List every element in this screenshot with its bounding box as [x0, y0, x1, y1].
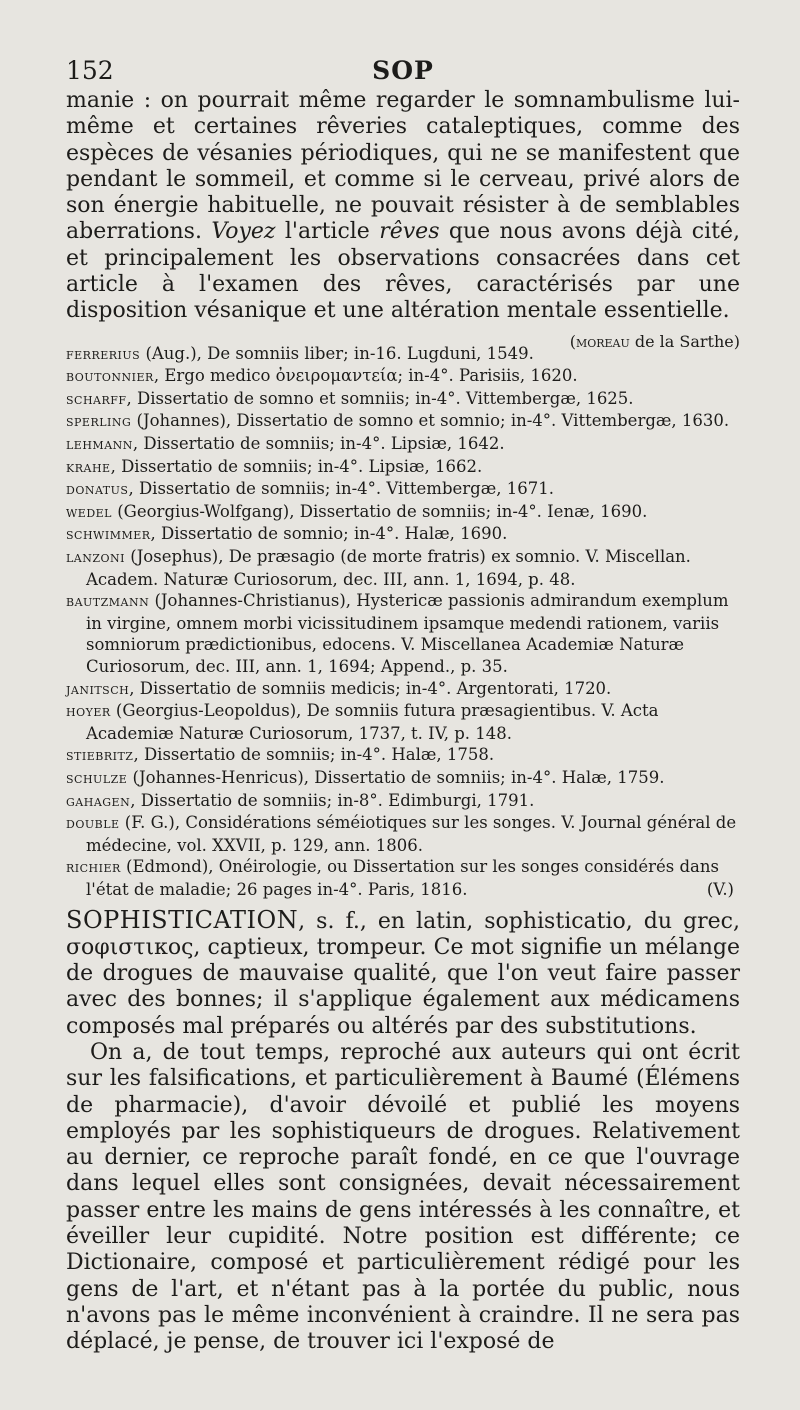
bibliography-entry — [66, 590, 740, 677]
bibliography-author: ferrerius — [66, 344, 141, 363]
bibliography-citation: (Georgius-Wolfgang), Dissertatio de somniis; in-4°. Ienæ, 1690. — [112, 501, 648, 521]
bibliography-author: schwimmer — [66, 525, 151, 544]
bibliography-citation: , Dissertatio de somnio; in-4°. Halæ, 1690. — [150, 524, 508, 544]
bibliography-entry — [66, 790, 740, 813]
previous-article-text — [66, 88, 740, 351]
bibliography-entry — [66, 546, 740, 590]
bibliography-citation: , Dissertatio de somniis; in-8°. Edimburgi, 1791. — [130, 790, 535, 810]
bibliography-author: schulze — [66, 768, 128, 787]
bibliography-citation: , Dissertatio de somniis; in-4°. Halæ, 1758. — [133, 745, 495, 765]
bibliography-entry — [66, 856, 740, 900]
page-header — [66, 56, 740, 88]
bibliography-entry — [66, 433, 740, 456]
contributor-mark: (V.) — [706, 879, 734, 899]
bibliography-entry — [66, 767, 740, 790]
bibliography-entry — [66, 678, 740, 701]
bibliography-citation: , Dissertatio de somniis; in-4°. Lipsiæ, 1642. — [132, 434, 505, 454]
bibliography-author: donatus — [66, 480, 129, 499]
bibliography-entry — [66, 365, 740, 388]
article-paragraph: On a, de tout temps, reproché aux auteurs qui ont écrit sur les falsifications, et particulièrement à Baumé (Élémens de pharmacie), d'avoir dévoilé et publié les moyens employés par les sophistiqueurs de drogues. Relativement au dernier, ce reproche paraît fondé, en ce que l'ouvrage dans lequel elles sont consignées, devait nécessairement passer entre les mains de gens intéressés à les connaître, et éveiller leur cupidité. Notre position est différente; ce Dictionaire, composé et particulièrement rédigé pour les gens de l'art, et n'étant pas à la portée du public, nous n'avons pas le même inconvénient à craindre. Il ne sera pas déplacé, je pense, de trouver ici l'exposé de — [66, 1040, 740, 1355]
bibliography-author: richier — [66, 858, 121, 877]
bibliography-entry — [66, 523, 740, 546]
bibliography-author: double — [66, 814, 120, 833]
bibliography-entry — [66, 456, 740, 479]
bibliography-entry — [66, 744, 740, 767]
bibliography-entry — [66, 388, 740, 411]
voyez-label: Voyez — [211, 219, 276, 245]
previous-article-paragraph: manie : on pourrait même regarder le somnambulisme lui-même et certaines rêveries cataleptiques, comme des espèces de vésanies périodiques, qui ne se manifestent que pendant le sommeil, et comme si le cerveau, privé alors de son énergie habituelle, ne pouvait résister à de semblables aberrations. Voyez l'article rêves que nous avons déjà cité, et principalement les observations consacrées dans cet article à l'examen des rêves, caractérisés par une disposition vésanique et une altération mentale essentielle. (moreau de la Sarthe) — [66, 88, 740, 325]
bibliography-citation: , Dissertatio de somniis medicis; in-4°. Argentorati, 1720. — [129, 678, 612, 698]
bibliography-author: lanzoni — [66, 548, 126, 567]
bibliography-citation: (Aug.), De somniis liber; in-16. Lugduni, 1549. — [140, 343, 534, 363]
bibliography-citation: (Johannes), Dissertatio de somno et somnio; in-4°. Vittembergæ, 1630. — [131, 411, 730, 431]
bibliography-author: gahagen — [66, 791, 131, 810]
bibliography-citation: (F. G.), Considérations séméiotiques sur les songes. V. Journal général de médecine, vol. XXVII, p. 129, ann. 1806. — [86, 813, 737, 855]
article-definition: SOPHISTICATION, s. f., en latin, sophisticatio, du grec, σοφιστικος, captieux, trompeur. Ce mot signifie un mélange de drogues de mauvaise qualité, que l'on veut faire passer avec des bonnes; il s'applique également aux médicamens composés mal préparés ou altérés par des substitutions. — [66, 905, 740, 1039]
bibliography-author: stiebritz — [66, 746, 134, 765]
bibliography-author: sperling — [66, 412, 132, 431]
bibliography-author: hoyer — [66, 702, 111, 721]
page-number: 152 — [66, 56, 114, 85]
bibliography-author: wedel — [66, 502, 112, 521]
bibliography-entry — [66, 410, 740, 433]
bibliography-citation: (Johannes-Henricus), Dissertatio de somniis; in-4°. Halæ, 1759. — [127, 767, 665, 787]
bibliography-citation: , Dissertatio de somniis; in-4°. Vittembergæ, 1671. — [128, 479, 554, 499]
bibliography-citation: (Edmond), Onéirologie, ou Dissertation sur les songes considérés dans l'état de maladie; 26 pages in-4°. Paris, 1816. — [86, 857, 719, 899]
bibliography-author: janitsch — [66, 679, 130, 698]
sophistication-article — [66, 907, 740, 1356]
running-head: SOP — [372, 56, 434, 85]
bibliography-citation: , Ergo medico ὀνειρομαντεία; in-4°. Parisiis, 1620. — [153, 366, 578, 386]
bibliography-author: lehmann — [66, 435, 133, 454]
bibliography-citation: (Georgius-Leopoldus), De somniis futura præsagientibus. V. Acta Academiæ Naturæ Curiosorum, 1737, t. IV, p. 148. — [86, 701, 659, 743]
bibliography-entry — [66, 700, 740, 744]
bibliography-entry — [66, 478, 740, 501]
bibliography-citation: (Josephus), De præsagio (de morte fratris) ex somnio. V. Miscellan. Academ. Naturæ Curiosorum, dec. III, ann. 1, 1694, p. 48. — [86, 547, 691, 589]
bibliography-author: krahe — [66, 457, 111, 476]
bibliography — [66, 343, 740, 901]
cross-reference: rêves — [379, 219, 440, 245]
bibliography-entry — [66, 501, 740, 524]
bibliography-citation: , Dissertatio de somno et somniis; in-4°. Vittembergæ, 1625. — [126, 388, 634, 408]
bibliography-citation: (Johannes-Christianus), Hystericæ passionis admirandum exemplum in virgine, omnem morbi vicissitudinem ipsamque medendi rationem, variis somniorum prædictionibus, edocens. V. Miscellanea Academiæ Naturæ Curiosorum, dec. III, ann. 1, 1694; Append., p. 35. — [86, 591, 729, 676]
bibliography-entry — [66, 812, 740, 856]
bibliography-citation: , Dissertatio de somniis; in-4°. Lipsiæ, 1662. — [110, 456, 483, 476]
headword: SOPHISTICATION — [66, 905, 299, 934]
bibliography-author: scharff — [66, 389, 127, 408]
bibliography-author: boutonnier — [66, 367, 154, 386]
author-signature: (moreau de la Sarthe) — [569, 331, 740, 351]
bibliography-author: bautzmann — [66, 592, 150, 611]
